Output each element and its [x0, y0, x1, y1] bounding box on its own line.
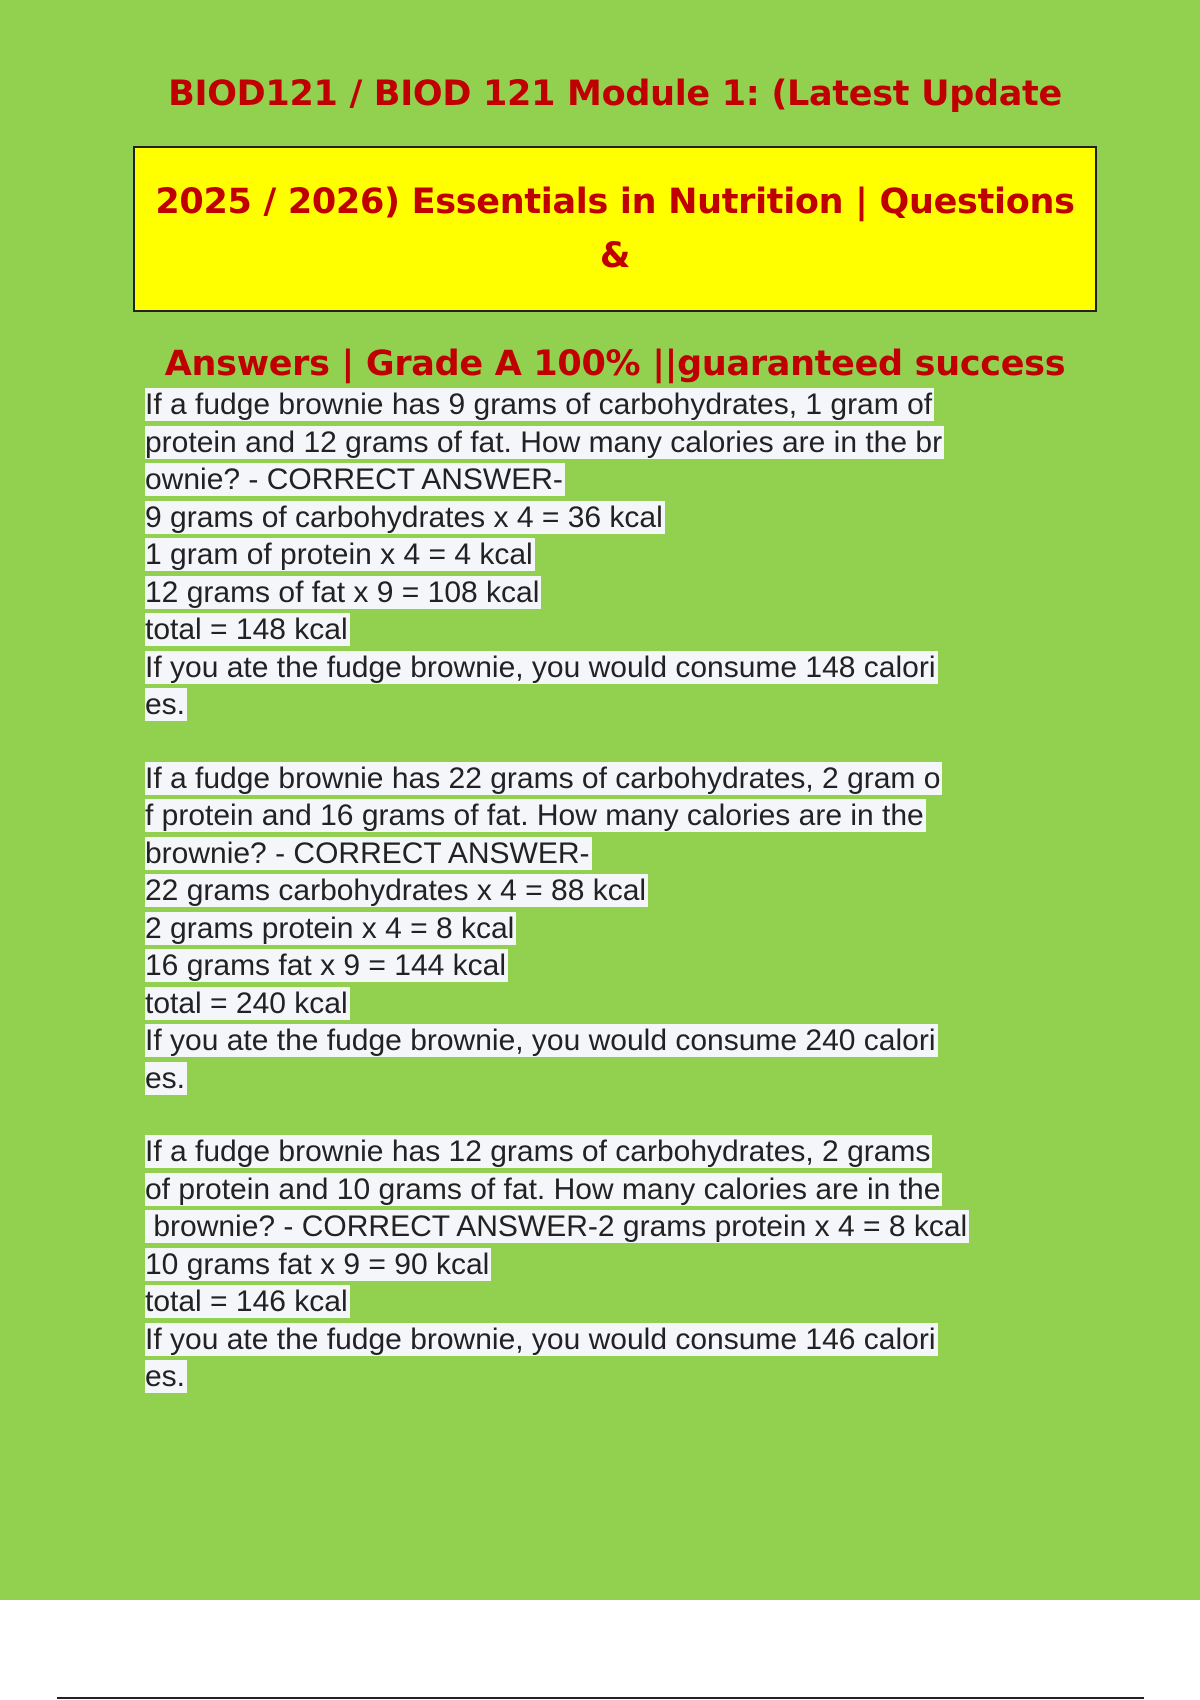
qa-line: 12 grams of fat x 9 = 108 kcal	[145, 575, 540, 609]
qa-line: f protein and 16 grams of fat. How many calories are in the	[145, 799, 924, 832]
qa-list	[145, 386, 1095, 1432]
qa-item	[145, 1133, 1095, 1396]
title-line: 2025 / 2026) Essentials in Nutrition | Questions &	[155, 182, 1075, 276]
qa-line: If a fudge brownie has 12 grams of carbohydrates, 2 grams	[145, 1135, 931, 1168]
qa-line: es.	[145, 688, 186, 721]
title-box	[133, 74, 1097, 384]
qa-line: es.	[145, 1061, 186, 1095]
qa-line: total = 146 kcal	[145, 1285, 348, 1318]
qa-item	[145, 760, 1095, 1098]
qa-line: 1 gram of protein x 4 = 4 kcal	[145, 538, 533, 571]
qa-line: If a fudge brownie has 22 grams of carbohydrates, 2 gram o	[145, 761, 941, 795]
document-title	[135, 13, 1095, 445]
qa-line: protein and 12 grams of fat. How many calories are in the br	[145, 425, 943, 459]
qa-line: total = 148 kcal	[145, 613, 348, 646]
qa-line: 9 grams of carbohydrates x 4 = 36 kcal	[145, 500, 663, 534]
footer-rule	[57, 1697, 1144, 1699]
qa-line: of protein and 10 grams of fat. How many calories are in the	[145, 1172, 941, 1206]
qa-line: 2 grams protein x 4 = 8 kcal	[145, 911, 515, 945]
title-line: Answers | Grade A 100% ||guaranteed success	[164, 344, 1066, 384]
qa-line: total = 240 kcal	[145, 986, 348, 1020]
qa-line: brownie? - CORRECT ANSWER-2 grams protein x 4 = 8 kcal	[145, 1210, 968, 1243]
qa-line: If you ate the fudge brownie, you would consume 148 calori	[145, 650, 936, 684]
qa-line: If a fudge brownie has 9 grams of carbohydrates, 1 gram of	[145, 388, 933, 421]
qa-item	[145, 386, 1095, 724]
qa-line: If you ate the fudge brownie, you would consume 240 calori	[145, 1024, 936, 1057]
qa-line: ownie? - CORRECT ANSWER-	[145, 463, 563, 496]
qa-line: 16 grams fat x 9 = 144 kcal	[145, 949, 507, 982]
qa-line: brownie? - CORRECT ANSWER-	[145, 836, 590, 870]
qa-line: es.	[145, 1360, 186, 1393]
qa-line: If you ate the fudge brownie, you would consume 146 calori	[145, 1322, 936, 1356]
title-line: BIOD121 / BIOD 121 Module 1: (Latest Update	[168, 74, 1062, 114]
qa-line: 22 grams carbohydrates x 4 = 88 kcal	[145, 874, 647, 907]
qa-line: 10 grams fat x 9 = 90 kcal	[145, 1247, 490, 1281]
